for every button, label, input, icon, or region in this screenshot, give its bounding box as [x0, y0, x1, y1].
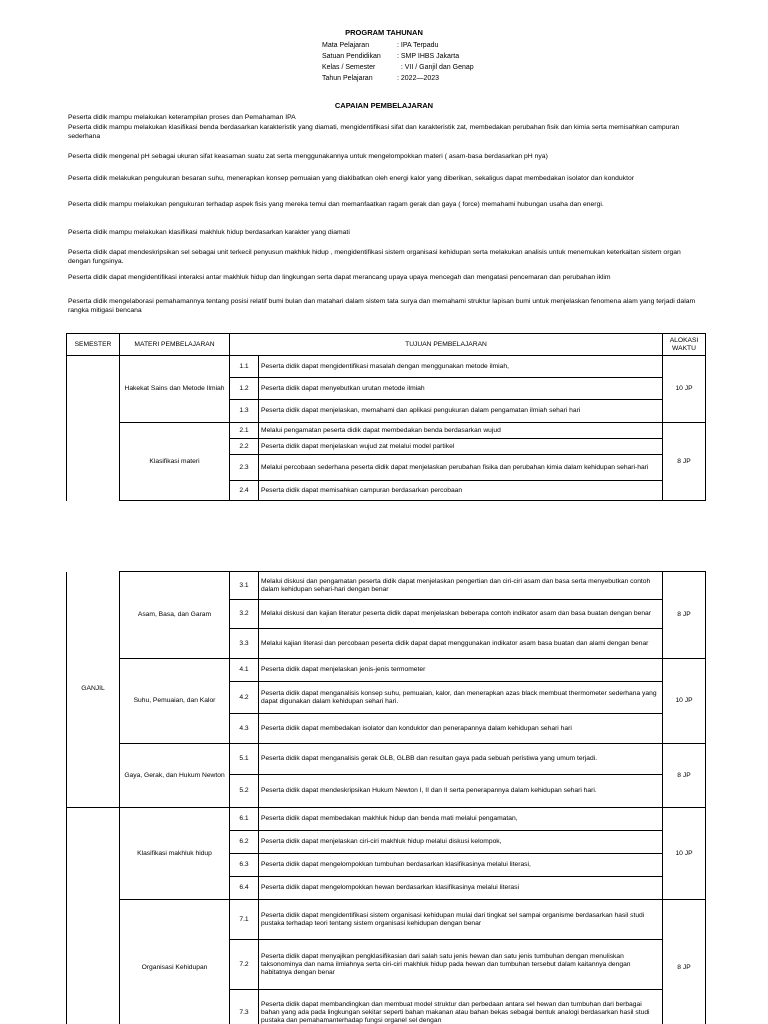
row-number: 3.3	[230, 629, 259, 659]
table-row	[67, 900, 706, 940]
meta-year	[322, 73, 439, 84]
row-text: Peserta didik dapat mengelompokkan tumbuhan berdasarkan klasifikasinya melalui literasi,	[259, 854, 663, 877]
row-number: 1.3	[230, 400, 259, 423]
row-number: 7.3	[230, 990, 259, 1024]
row-text: Melalui diskusi dan kajian literatur peserta didik dapat menjelaskan beberapa contoh indikator asam dan basa buatan dengan benar	[259, 600, 663, 629]
row-number: 7.2	[230, 940, 259, 990]
row-number: 6.3	[230, 854, 259, 877]
meta-value: : 2022—2023	[397, 75, 440, 82]
meta-value: : SMP IHBS Jakarta	[397, 53, 460, 60]
row-text: Peserta didik dapat membandingkan dan membuat model struktur dan perbedaan antara sel hewan dan tumbuhan dari berbagai bahan yang ada pada lingkungan sekitar seperti bahan makanan atau bahan bekas sebagai bentuk analogi berdasarkan hasil studi pustaka dan pemahamanterhadap fungsi organel sel dengan	[259, 990, 663, 1024]
row-number: 2.3	[230, 455, 259, 481]
table-row	[67, 423, 706, 439]
header-alokasi: ALOKASI WAKTU	[663, 334, 706, 356]
alokasi-cell: 10 JP	[663, 659, 706, 744]
table-header-row	[67, 334, 706, 356]
row-text: Peserta didik dapat menganalisis gerak GLB, GLBB dan resultan gaya pada sebuah peristiwa yang umum terjadi.	[259, 744, 663, 775]
row-text: Peserta didik dapat memisahkan campuran berdasarkan percobaan	[259, 481, 663, 501]
alokasi-cell: 8 JP	[663, 572, 706, 659]
table-row	[67, 572, 706, 600]
materi-cell: Hakekat Sains dan Metode Ilmiah	[120, 356, 230, 423]
alokasi-cell: 10 JP	[663, 808, 706, 900]
row-text: Peserta didik dapat menjelaskan ciri-ciri makhluk hidup melalui diskusi kelompok,	[259, 831, 663, 854]
row-number: 2.1	[230, 423, 259, 439]
meta-class	[322, 62, 474, 73]
capaian-item: Peserta didik mampu melakukan klasifikasi benda berdasarkan karakteristik yang diamati, mengidentifikasi sifat dan karakteristik zat, membedakan perubahan fisik dan kimia serta memisahkan campuran sederhana	[68, 124, 680, 140]
meta-key: Mata Pelajaran	[322, 42, 370, 49]
materi-cell: Gaya, Gerak, dan Hukum Newton	[120, 744, 230, 808]
row-text: Peserta didik dapat mendeskripsikan Hukum Newton I, II dan II serta penerapannya dalam kehidupan sehari hari.	[259, 775, 663, 808]
program-table-part-1	[66, 333, 706, 501]
table-row	[67, 808, 706, 831]
row-text: Peserta didik dapat menjelaskan, memahami dan aplikasi pengukuran dalam pengamatan ilmiah sehari hari	[259, 400, 663, 423]
row-text: Peserta didik dapat menganalisis konsep suhu, pemuaian, kalor, dan menerapkan azas black membuat thermometer sederhana yang dapat digunakan dalam kehidupan sehari hari.	[259, 682, 663, 714]
row-number: 6.1	[230, 808, 259, 831]
materi-cell: Suhu, Pemuaian, dan Kalor	[120, 659, 230, 744]
capaian-item: Peserta didik mengelaborasi pemahamannya tentang posisi relatif bumi bulan dan matahari dalam sistem tata surya dan memahami struktur lapisan bumi untuk menjelaskan fenomena alam yang terjadi dalam rangka mitigasi bencana	[68, 298, 696, 314]
row-text: Melalui pengamatan peserta didik dapat membedakan benda berdasarkan wujud	[259, 423, 663, 439]
row-number: 4.1	[230, 659, 259, 682]
header-tujuan: TUJUAN PEMBELAJARAN	[230, 334, 663, 356]
row-number: 1.2	[230, 378, 259, 400]
row-text: Peserta didik dapat menyebutkan urutan metode ilmiah	[259, 378, 663, 400]
row-number: 7.1	[230, 900, 259, 940]
program-table-part-2	[66, 571, 706, 1024]
meta-value: : VII / Ganjil dan Genap	[397, 64, 474, 71]
row-text: Peserta didik dapat menjelaskan wujud zat melalui model partikel	[259, 439, 663, 455]
header-materi: MATERI PEMBELAJARAN	[120, 334, 230, 356]
alokasi-cell: 10 JP	[663, 356, 706, 423]
row-text: Peserta didik dapat menjelaskan jenis-jenis termometer	[259, 659, 663, 682]
row-text: Peserta didik dapat menyajikan pengklasifikasian dari salah satu jenis hewan dan satu jenis tumbuhan dengan menuliskan taksonominya dan nama ilmiahnya serta ciri-ciri makhluk hidup pada hewan dan tumbuhan tersebut dalam kaitannya dengan habitatnya dengan benar	[259, 940, 663, 990]
row-number: 6.4	[230, 877, 259, 900]
row-number: 5.1	[230, 744, 259, 775]
row-text: Melalui percobaan sederhana peserta didik dapat menjelaskan perubahan fisika dan perubahan kimia dalam kehidupan sehari-hari	[259, 455, 663, 481]
row-text: Melalui diskusi dan pengamatan peserta didik dapat menjelaskan pengertian dan ciri-ciri asam dan basa serta menyebutkan contoh dalam kehidupan sehari-hari dengan benar	[259, 572, 663, 600]
row-text: Peserta didik dapat mengidentifikasi masalah dengan menggunakan metode ilmiah,	[259, 356, 663, 378]
semester-cell-ganjil: GANJIL	[67, 572, 120, 808]
materi-cell: Klasifikasi materi	[120, 423, 230, 501]
materi-cell: Asam, Basa, dan Garam	[120, 572, 230, 659]
row-number: 6.2	[230, 831, 259, 854]
semester-cell-empty	[67, 808, 120, 1024]
row-number: 4.2	[230, 682, 259, 714]
materi-cell: Organisasi Kehidupan	[120, 900, 230, 1024]
row-text: Peserta didik dapat mengidentifikasi sistem organisasi kehidupan mulai dari tingkat sel sampai organisme berdasarkan hasil studi pustaka terhadap teori tentang sistem organisasi kehidupan dengan benar	[259, 900, 663, 940]
row-text: Peserta didik dapat membedakan isolator dan konduktor dan penerapannya dalam kehidupan sehari hari	[259, 714, 663, 744]
semester-cell	[67, 356, 120, 501]
row-text: Peserta didik dapat mengelompokkan hewan berdasarkan klasifikasinya melalui literasi	[259, 877, 663, 900]
capaian-title: CAPAIAN PEMBELAJARAN	[334, 101, 434, 110]
meta-key: Tahun Pelajaran	[322, 75, 373, 82]
meta-value: : IPA Terpadu	[397, 42, 439, 49]
row-text: Peserta didik dapat membedakan makhluk hidup dan benda mati melalui pengamatan,	[259, 808, 663, 831]
document-title: PROGRAM TAHUNAN	[345, 28, 423, 37]
meta-school	[322, 51, 459, 62]
meta-key: Kelas / Semester	[322, 64, 376, 71]
table-row	[67, 356, 706, 378]
alokasi-cell: 8 JP	[663, 744, 706, 808]
row-number: 2.4	[230, 481, 259, 501]
row-number: 5.2	[230, 775, 259, 808]
materi-cell: Klasifikasi makhluk hidup	[120, 808, 230, 900]
capaian-item: Peserta didik dapat mengidentifikasi interaksi antar makhluk hidup dan lingkungan serta dapat merancang upaya upaya mencegah dan mengatasi pencemaran dan perubahan iklim	[68, 274, 611, 281]
header-semester: SEMESTER	[67, 334, 120, 356]
row-number: 2.2	[230, 439, 259, 455]
capaian-item: Peserta didik mampu melakukan keterampilan proses dan Pemahaman IPA	[68, 114, 296, 121]
alokasi-cell: 8 JP	[663, 423, 706, 501]
capaian-item: Peserta didik mampu melakukan pengukuran terhadap aspek fisis yang mereka temui dan memanfaatkan ragam gerak dan gaya ( force) memahami hubungan usaha dan energi.	[68, 201, 604, 208]
row-number: 3.1	[230, 572, 259, 600]
meta-subject	[322, 40, 438, 51]
row-number: 1.1	[230, 356, 259, 378]
row-text: Melalui kajian literasi dan percobaan peserta didik dapat dapat menggunakan indikator asam basa buatan dan alami dengan benar	[259, 629, 663, 659]
capaian-item: Peserta didik dapat mendeskripsikan sel sebagai unit terkecil penyusun makhluk hidup , mengidentifikasi sistem organisasi kehidupan serta melakukan analisis untuk menemukan keterkaitan sistem organ dengan fungsinya.	[68, 249, 681, 265]
capaian-item: Peserta didik melakukan pengukuran besaran suhu, menerapkan konsep pemuaian yang diakibatkan oleh energi kalor yang diberikan, sekaligus dapat membedakan isolator dan konduktor	[68, 175, 635, 182]
capaian-item: Peserta didik mampu melakukan klasifikasi makhluk hidup berdasarkan karakter yang diamati	[68, 229, 350, 236]
alokasi-cell: 8 JP	[663, 900, 706, 1024]
row-number: 3.2	[230, 600, 259, 629]
row-number: 4.3	[230, 714, 259, 744]
capaian-item: Peserta didik mengenal pH sebagai ukuran sifat keasaman suatu zat serta menggunakannya untuk mengelompokkan materi ( asam-basa berdasarkan pH nya)	[68, 153, 548, 160]
table-row	[67, 659, 706, 682]
table-row	[67, 744, 706, 775]
meta-key: Satuan Pendidikan	[322, 53, 381, 60]
